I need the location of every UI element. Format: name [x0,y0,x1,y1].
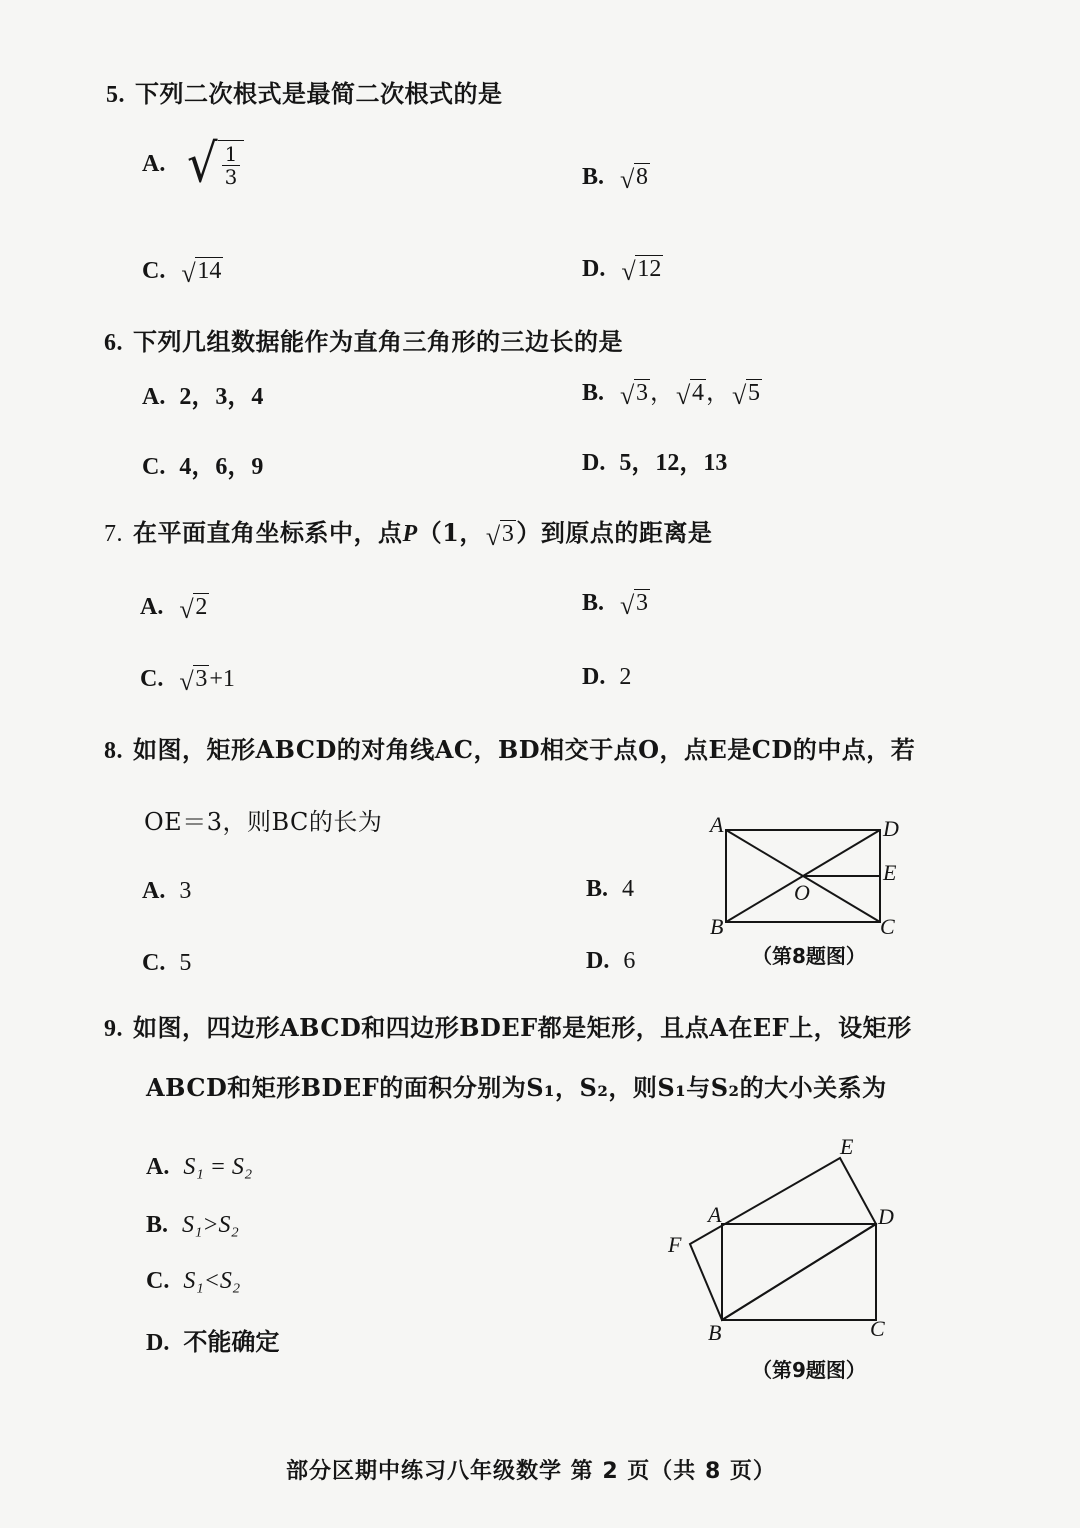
diagonal-bd [722,1224,876,1320]
q9-option-c[interactable]: C. S₁<S₂ [146,1268,241,1294]
label-o: O [794,880,810,905]
q6-option-a[interactable]: A. 2，3，4 [142,384,264,410]
q7-option-d[interactable]: D. 2 [582,664,632,690]
q6-option-c[interactable]: C. 4，6，9 [142,454,264,480]
q5-option-a[interactable]: A. √ $\frac{1}{3}$ [142,140,244,188]
q6-option-b[interactable]: B. √ 3， √ 4， √ 5 [582,378,761,410]
q8-option-b[interactable]: B. 4 [586,876,635,902]
question-9-stem-line2: ABCD和矩形BDEF的面积分别为S₁，S₂，则S₁与S₂的大小关系为 [146,1073,887,1102]
q9-option-b[interactable]: B. S₁>S₂ [146,1212,239,1238]
q5-option-c[interactable]: C. √ 14 [142,258,222,288]
label-f: F [668,1232,682,1257]
label-c: C [880,914,895,939]
q6-option-d[interactable]: D. 5，12，13 [582,450,728,476]
q7-option-b[interactable]: B. √ 3 [582,590,649,620]
label-d: D [878,1204,894,1229]
q9-option-a[interactable]: A. S₁ = S₂ [146,1154,253,1180]
label-b: B [708,1320,722,1345]
question-9-stem-line1: 9. 如图，四边形ABCD和四边形BDEF都是矩形，且点A在EF上，设矩形 [104,1013,912,1042]
question-8-stem-line2: OE＝3，则BC的长为 [144,808,383,836]
q8-option-a[interactable]: A. 3 [142,878,192,904]
q7-option-c[interactable]: C. √ 3+1 [140,666,235,696]
label-e: E [840,1134,854,1159]
figure-9 [656,1128,906,1348]
label-e: E [883,860,897,885]
q7-option-a[interactable]: A. √ 2 [140,594,208,624]
question-8-stem-line1: 8. 如图，矩形ABCD的对角线AC，BD相交于点O，点E是CD的中点，若 [104,735,916,764]
question-6-stem: 6. 下列几组数据能作为直角三角形的三边长的是 [104,327,623,356]
question-number: 5. [106,82,125,108]
q9-option-d[interactable]: D. 不能确定 [146,1327,280,1356]
q5-option-b[interactable]: B. √ 8 [582,164,649,194]
label-a: A [708,1202,722,1227]
label-d: D [883,816,899,841]
question-text: 下列二次根式是最简二次根式的是 [135,79,503,108]
figure-9-caption: （第9题图） [752,1358,866,1382]
figure-8 [700,812,920,942]
page-footer: 部分区期中练习八年级数学 第 2 页（共 8 页） [286,1459,776,1484]
figure-8-caption: （第8题图） [752,944,866,968]
question-7-stem: 7. 在平面直角坐标系中，点P（1， √ 3）到原点的距离是 [104,518,713,551]
q8-option-d[interactable]: D. 6 [586,948,636,974]
sqrt-fraction: √ $\frac{1}{3}$ [187,140,244,188]
question-5-stem [106,74,503,109]
rectangle-bdef [690,1158,876,1320]
label-b: B [710,914,724,939]
label-c: C [870,1316,885,1341]
label-a: A [710,812,724,837]
q5-option-d[interactable]: D. √ 12 [582,256,662,286]
q8-option-c[interactable]: C. 5 [142,950,192,976]
